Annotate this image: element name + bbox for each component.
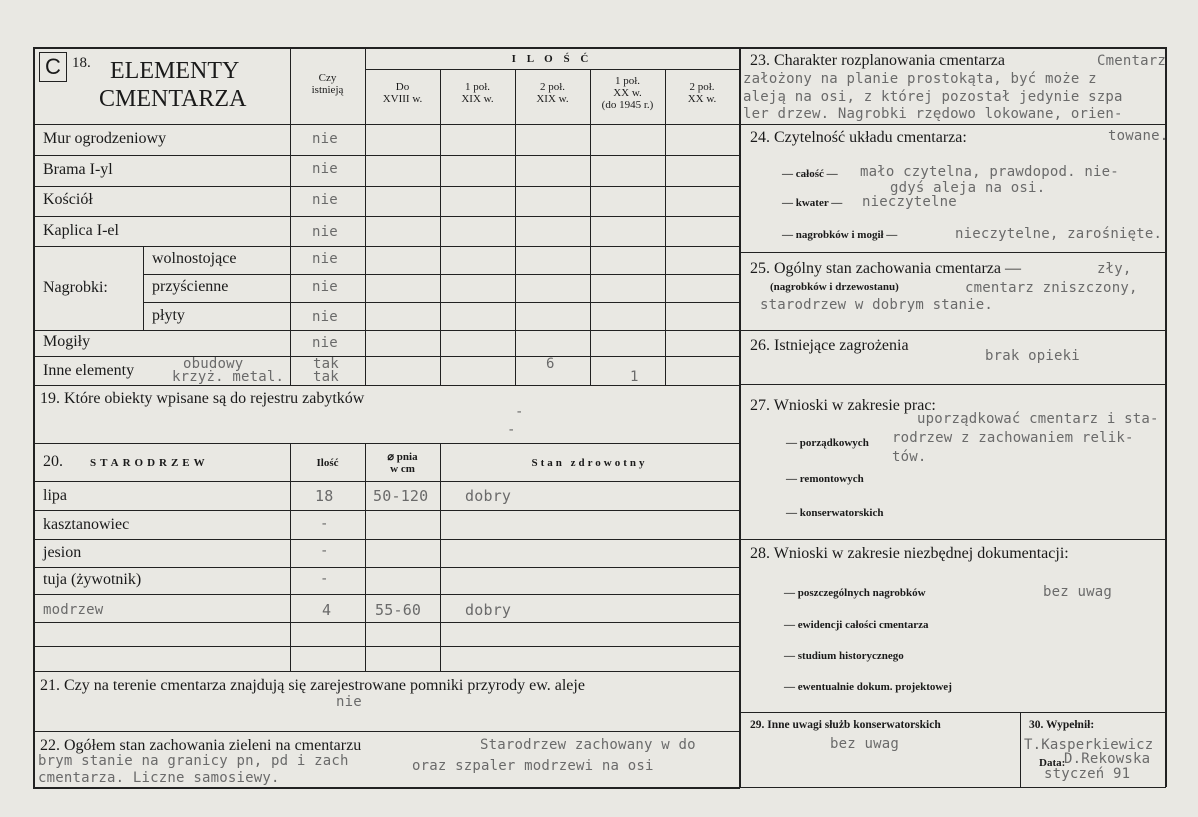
row-kosciol-czy: nie: [312, 192, 338, 208]
row-mur-czy: nie: [312, 131, 338, 147]
section-25-text-0: zły,: [1097, 261, 1132, 277]
section-30-date: styczeń 91: [1044, 766, 1131, 782]
section-20-title: STARODRZEW: [90, 457, 209, 469]
section-23-text-0: Cmentarz: [1097, 53, 1167, 69]
row-kaplica-czy: nie: [312, 224, 338, 240]
col-czy-istnieja: Czy istnieją: [311, 72, 344, 96]
section-22-text-3: cmentarza. Liczne samosiewy.: [38, 770, 280, 786]
section-24-nagrobkow-text: nieczytelne, zarośnięte.: [955, 226, 1163, 242]
col-tree-stan: Stan zdrowotny: [531, 457, 648, 469]
row-brama-label: Brama I-yl: [43, 161, 113, 178]
section-18-title-1: ELEMENTY: [110, 58, 240, 84]
section-28-projektowej: — ewentualnie dokum. projektowej: [784, 681, 952, 693]
section-27-remontowych: — remontowych: [786, 473, 864, 485]
section-30-filled-by-2: D.Rekowska: [1064, 751, 1151, 767]
section-29-text: bez uwag: [830, 736, 900, 752]
tree-row-jesion-ilosc: -: [320, 543, 329, 559]
tree-row-modrzew: modrzew: [43, 602, 104, 618]
row-inne-typed-2: krzyż. metal.: [172, 369, 285, 385]
row-inne-typed-1: obudowy: [183, 356, 244, 372]
section-27-porzadkowych: — porządkowych: [786, 437, 869, 449]
section-26-text: brak opieki: [985, 348, 1080, 364]
section-30-data-label: Data:: [1039, 757, 1066, 769]
row-inne-1pol-xx: 1: [630, 369, 639, 385]
tree-row-lipa-pnia: 50-120: [373, 487, 429, 505]
tree-row-modrzew-pnia: 55-60: [375, 601, 422, 619]
section-24-calosc: — całość —: [782, 168, 838, 180]
section-23-text-1: założony na planie prostokąta, być może z: [743, 71, 1097, 87]
section-30-filled-by: T.Kasperkiewicz: [1024, 737, 1154, 753]
row-mogily-label: Mogiły: [43, 333, 91, 350]
section-23-text-3: ler drzew. Nagrobki rzędowo lokowane, orien-: [743, 106, 1123, 122]
section-24-text-0: towane.: [1108, 128, 1169, 144]
row-wolnostojace-label: wolnostojące: [152, 250, 237, 267]
section-23-text-2: aleją na osi, z której pozostał jedynie szpa: [743, 89, 1123, 105]
section-23-label: 23. Charakter rozplanowania cmentarza: [750, 52, 1005, 69]
section-25-sub: (nagrobków i drzewostanu): [770, 281, 899, 293]
section-25-text-1: cmentarz zniszczony,: [965, 280, 1138, 296]
tree-row-kasztanowiec-ilosc: -: [320, 516, 329, 532]
col-1pol-xx: 1 poł. XX w. (do 1945 r.): [601, 75, 654, 111]
tree-row-modrzew-stan: dobry: [465, 601, 512, 619]
section-19-label: 19. Które obiekty wpisane są do rejestru zabytków: [40, 390, 365, 407]
row-inne-2pol-xix: 6: [546, 356, 555, 372]
section-24-kwater-text: nieczytelne: [862, 194, 957, 210]
section-22-label: 22. Ogółem stan zachowania zieleni na cmentarzu: [40, 737, 362, 754]
row-brama-czy: nie: [312, 161, 338, 177]
tree-row-kasztanowiec: kasztanowiec: [43, 516, 130, 533]
section-24-kwater: — kwater —: [782, 197, 843, 209]
section-24-calosc-text-2: gdyś aleja na osi.: [890, 180, 1046, 196]
col-2pol-xx: 2 poł. XX w.: [687, 81, 717, 105]
row-mur-label: Mur ogrodzeniowy: [43, 130, 167, 147]
tree-row-tuja-ilosc: -: [320, 571, 329, 587]
row-plyty-label: płyty: [152, 307, 185, 324]
row-mogily-czy: nie: [312, 335, 338, 351]
section-28-studium: — studium historycznego: [784, 650, 904, 662]
tree-row-lipa: lipa: [43, 487, 67, 504]
row-inne-czy-2: tak: [313, 369, 339, 385]
row-kosciol-label: Kościół: [43, 191, 93, 208]
section-24-nagrobkow: — nagrobków i mogił —: [782, 229, 898, 241]
section-19-dash-1: -: [515, 404, 524, 420]
box-letter: C: [39, 52, 67, 82]
section-27-label: 27. Wnioski w zakresie prac:: [750, 397, 936, 414]
section-30-label: 30. Wypełnił:: [1029, 719, 1095, 731]
section-28-ewidencji: — ewidencji całości cmentarza: [784, 619, 929, 631]
tree-row-modrzew-ilosc: 4: [322, 601, 332, 619]
tree-row-tuja: tuja (żywotnik): [43, 571, 142, 588]
row-przyscienne-czy: nie: [312, 279, 338, 295]
section-24-calosc-text-1: mało czytelna, prawdopod. nie-: [860, 164, 1119, 180]
row-nagrobki-label: Nagrobki:: [43, 279, 108, 296]
col-2pol-xix: 2 poł. XIX w.: [536, 81, 569, 105]
section-22-text-2: brym stanie na granicy pn, pd i zach: [38, 753, 349, 769]
section-29-label: 29. Inne uwagi służb konserwatorskich: [750, 719, 941, 731]
section-18-title-2: CMENTARZA: [99, 86, 247, 112]
tree-row-lipa-stan: dobry: [465, 487, 512, 505]
section-18-number: 18.: [72, 55, 91, 71]
section-21-answer: nie: [336, 694, 362, 710]
section-26-label: 26. Istniejące zagrożenia: [750, 337, 909, 354]
col-ilosc: I L O Ś Ć: [511, 53, 593, 65]
section-27-text-1: uporządkować cmentarz i sta-: [917, 411, 1159, 427]
section-24-label: 24. Czytelność układu cmentarza:: [750, 129, 967, 146]
row-plyty-czy: nie: [312, 309, 338, 325]
section-27-text-2: rodrzew z zachowaniem relik-: [892, 430, 1134, 446]
section-20-number: 20.: [43, 453, 63, 470]
section-19-dash-2: -: [507, 422, 516, 438]
section-22-text-2b: oraz szpaler modrzewi na osi: [412, 758, 654, 774]
section-25-text-2: starodrzew w dobrym stanie.: [760, 297, 993, 313]
row-wolnostojace-czy: nie: [312, 251, 338, 267]
section-27-text-3: tów.: [892, 449, 927, 465]
col-1pol-xix: 1 poł. XIX w.: [461, 81, 494, 105]
row-przyscienne-label: przyścienne: [152, 278, 229, 295]
tree-row-jesion: jesion: [43, 544, 82, 561]
section-27-konserwatorskich: — konserwatorskich: [786, 507, 884, 519]
section-28-nagrobkow: — poszczególnych nagrobków: [784, 587, 926, 599]
col-do-xviii: Do XVIII w.: [382, 81, 423, 105]
section-28-text: bez uwag: [1043, 584, 1113, 600]
col-tree-ilosc: Ilość: [316, 457, 339, 469]
section-22-text-1: Starodrzew zachowany w do: [480, 737, 696, 753]
row-inne-czy-1: tak: [313, 356, 339, 372]
tree-row-lipa-ilosc: 18: [315, 487, 334, 505]
row-kaplica-label: Kaplica I-el: [43, 222, 119, 239]
section-28-label: 28. Wnioski w zakresie niezbędnej dokumentacji:: [750, 545, 1069, 562]
row-inne-label: Inne elementy: [43, 362, 135, 379]
section-25-label: 25. Ogólny stan zachowania cmentarza —: [750, 260, 1022, 277]
col-tree-pnia: ⌀ pnia w cm: [387, 451, 418, 475]
section-21-label: 21. Czy na terenie cmentarza znajdują się zarejestrowane pomniki przyrody ew. aleje: [40, 677, 585, 694]
